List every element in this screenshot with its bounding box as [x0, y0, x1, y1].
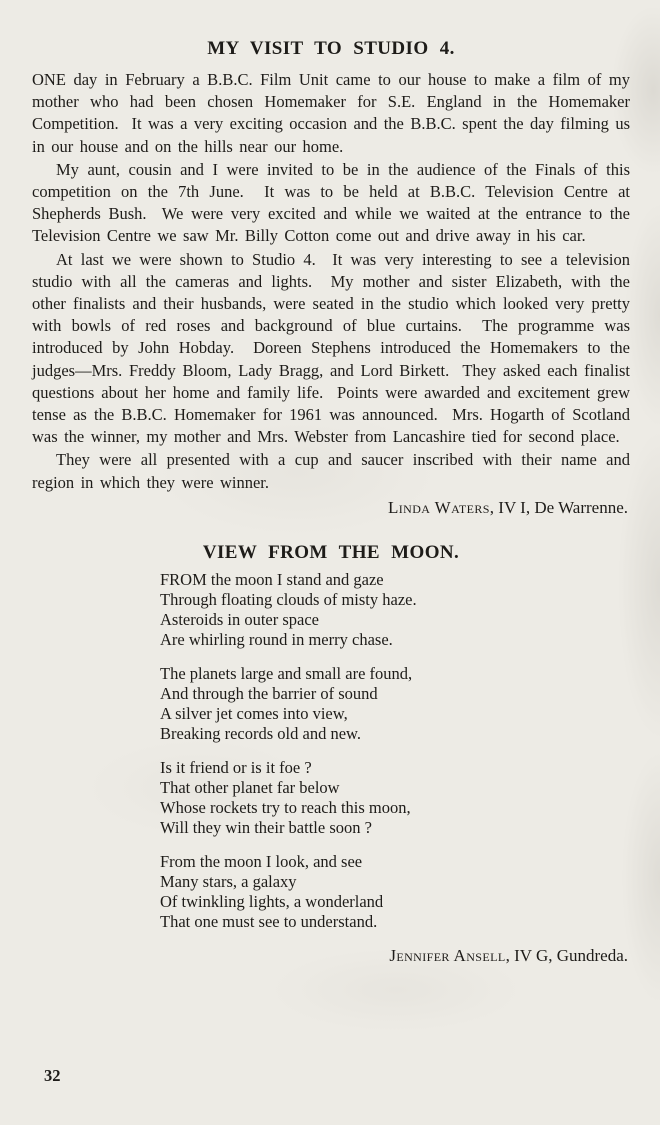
poem-stanza	[160, 570, 630, 650]
poem-section	[32, 542, 630, 966]
poem-line: Breaking records old and new.	[160, 723, 361, 743]
page-number: 32	[44, 1066, 61, 1085]
poem-line: Is it friend or is it foe ?	[160, 757, 312, 777]
poem-line: Many stars, a galaxy	[160, 871, 297, 891]
poem-stanza	[160, 758, 630, 838]
poem-author-name: Jennifer Ansell	[389, 945, 506, 965]
poem-line: A silver jet comes into view,	[160, 703, 348, 723]
article-title: MY VISIT TO STUDIO 4.	[207, 38, 455, 59]
poem-line: The planets large and small are found,	[160, 663, 413, 683]
article-author-name: Linda Waters	[387, 497, 490, 517]
poem-body	[160, 570, 630, 932]
poem-line: And through the barrier of sound	[160, 683, 378, 703]
poem-stanza	[160, 852, 630, 932]
article-body	[32, 69, 637, 494]
poem-title: VIEW FROM THE MOON.	[202, 541, 460, 563]
article-byline	[32, 498, 628, 518]
poem-line: Of twinkling lights, a wonderland	[160, 891, 384, 911]
article-paragraph: My aunt, cousin and I were invited to be in the audience of the Finals of this competition on the 7th June. It was to be held at B.B.C. Television Centre at Shepherds Bush. We were very excited and while we waited at the entrance to the Television Centre we saw Mr. Billy Cotton come out and drive away in his car.	[32, 159, 637, 246]
article-paragraph: They were all presented with a cup and saucer inscribed with their name and region in which they were winner.	[32, 450, 637, 492]
poem-line: From the moon I look, and see	[160, 851, 363, 871]
poem-line: Asteroids in outer space	[160, 609, 319, 629]
poem-line: That one must see to understand.	[160, 911, 378, 931]
article-author-detail: , IV I, De Warrenne.	[489, 497, 628, 517]
poem-line: Through floating clouds of misty haze.	[160, 589, 417, 609]
poem-author-detail: , IV G, Gundreda.	[505, 945, 628, 965]
poem-line: Whose rockets try to reach this moon,	[160, 797, 411, 817]
article-paragraph: ONE day in February a B.B.C. Film Unit came to our house to make a film of my mother who had been chosen Homemaker for S.E. England in the Homemaker Competition. It was a very exciting occasion and the B.B.C. spent the day filming us in our house and on the hills near our home.	[32, 70, 637, 156]
poem-line: FROM the moon I stand and gaze	[160, 569, 384, 589]
poem-stanza	[160, 664, 630, 744]
article-paragraph: At last we were shown to Studio 4. It was very interesting to see a television studio with all the cameras and lights. My mother and sister Elizabeth, with the other finalists and their husbands, were seated in the studio which looked very pretty with bowls of red roses and background of blue curtains. The programme was introduced by John Hobday. Doreen Stephens introduced the Homemakers to the judges—Mrs. Freddy Bloom, Lady Bragg, and Lord Birkett. They asked each finalist questions about her home and family life. Points were awarded and excitement grew tense as the B.B.C. Homemaker for 1961 was announced. Mrs. Hogarth of Scotland was the winner, my mother and Mrs. Webster from Lancashire tied for second place.	[32, 249, 637, 447]
poem-line: Will they win their battle soon ?	[160, 817, 372, 837]
poem-line: That other planet far below	[160, 777, 340, 797]
poem-byline	[32, 946, 628, 966]
poem-line: Are whirling round in merry chase.	[160, 629, 393, 649]
